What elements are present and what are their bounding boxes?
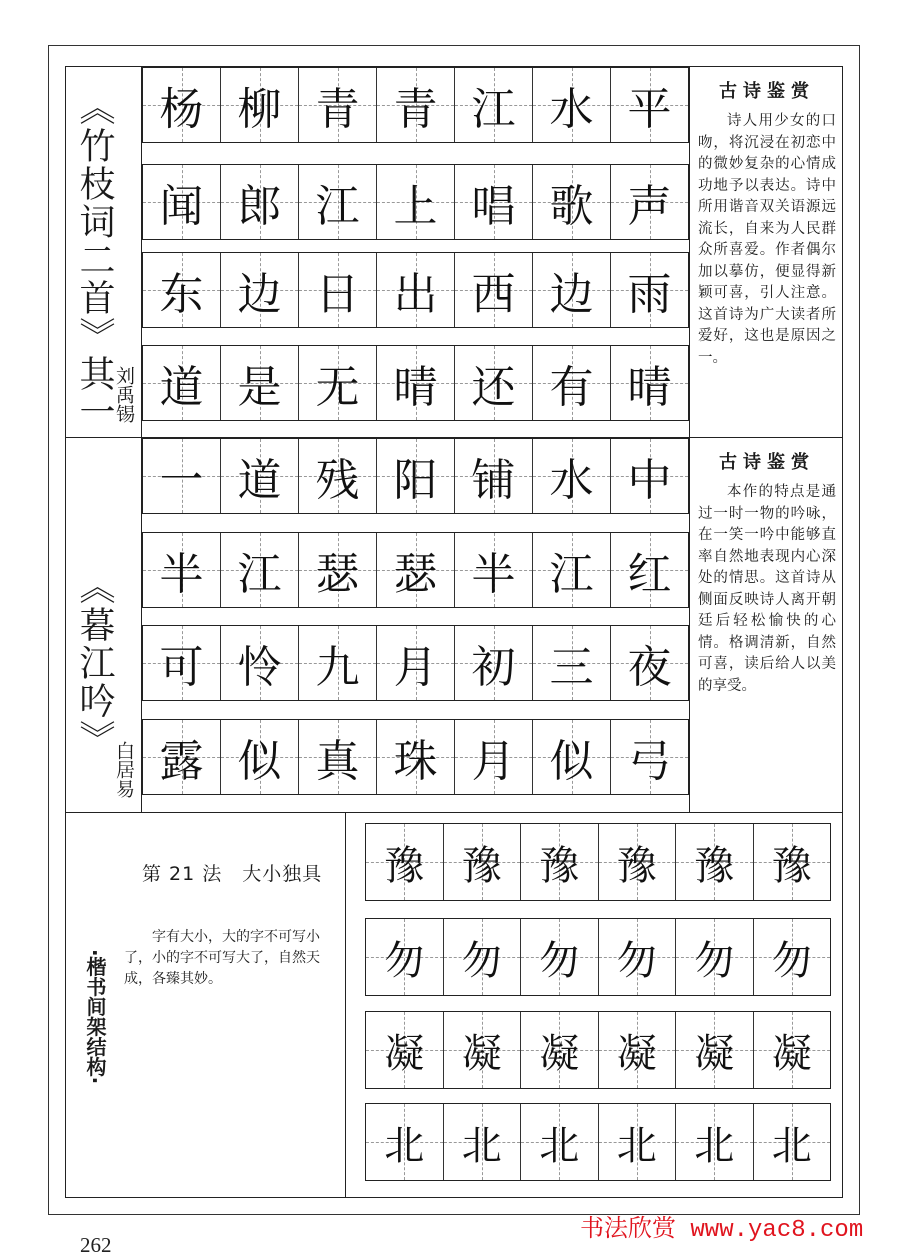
grid-cell: 瑟 [299,533,377,607]
grid-cell: 月 [377,626,455,700]
grid-cell: 上 [377,165,455,239]
grid-row [142,719,689,795]
grid-cell: 怜 [221,626,299,700]
series-label: ·楷书间架结构· [83,949,107,1085]
grid-cell: 弓 [611,720,688,794]
grid-cell: 江 [455,68,533,142]
grid-cell: 似 [533,720,611,794]
grid-cell: 道 [143,346,221,420]
practice-cell: 凝 [599,1012,677,1088]
grid-row [142,625,689,701]
grid-row [142,164,689,240]
grid-cell: 道 [221,439,299,513]
practice-cell: 北 [599,1104,677,1180]
grid-cell: 水 [533,439,611,513]
grid-row [142,532,689,608]
page-frame [65,66,843,1198]
grid-cell: 残 [299,439,377,513]
grid-cell: 半 [455,533,533,607]
grid-cell: 江 [299,165,377,239]
grid-cell: 江 [533,533,611,607]
practice-cell: 勿 [676,919,754,995]
practice-cell: 勿 [366,919,444,995]
appreciation-note [689,438,844,812]
calligraphy-grid [142,438,689,812]
practice-row [365,823,831,901]
practice-cell: 豫 [676,824,754,900]
practice-row [365,918,831,996]
practice-cell: 勿 [444,919,522,995]
grid-cell: 珠 [377,720,455,794]
watermark-link[interactable]: 书法欣赏 www.yac8.com [580,1217,864,1244]
grid-cell: 初 [455,626,533,700]
grid-cell: 晴 [611,346,688,420]
grid-cell: 声 [611,165,688,239]
practice-cell: 勿 [754,919,831,995]
grid-cell: 阳 [377,439,455,513]
grid-cell: 西 [455,253,533,327]
practice-cell: 勿 [521,919,599,995]
note-heading: 古诗鉴赏 [719,452,815,473]
grid-row [142,67,689,143]
lesson-text: 字有大小，大的字不可写小了，小的字不可写大了，自然天成，各臻其妙。 [124,929,320,987]
poem-title: 《暮江吟》 [74,568,115,758]
grid-cell: 有 [533,346,611,420]
grid-cell: 夜 [611,626,688,700]
grid-cell: 晴 [377,346,455,420]
grid-cell: 闻 [143,165,221,239]
grid-cell: 东 [143,253,221,327]
poem-title: 《竹枝词二首》其一 [74,89,115,431]
practice-cell: 凝 [676,1012,754,1088]
practice-cell: 豫 [521,824,599,900]
grid-cell: 九 [299,626,377,700]
grid-cell: 真 [299,720,377,794]
poem-section-1 [66,67,842,438]
practice-cell: 勿 [599,919,677,995]
lesson-column [66,813,346,1197]
practice-cell: 北 [444,1104,522,1180]
practice-cell: 豫 [366,824,444,900]
grid-cell: 柳 [221,68,299,142]
grid-cell: 唱 [455,165,533,239]
practice-cell: 凝 [366,1012,444,1088]
practice-cell: 凝 [754,1012,831,1088]
grid-cell: 瑟 [377,533,455,607]
practice-cell: 北 [754,1104,831,1180]
appreciation-note [689,67,844,437]
practice-cell: 豫 [444,824,522,900]
poem-author: 白居易 [113,741,135,798]
grid-cell: 铺 [455,439,533,513]
practice-cell: 北 [366,1104,444,1180]
grid-cell: 雨 [611,253,688,327]
poem-title-column [66,67,142,437]
grid-cell: 可 [143,626,221,700]
note-body: 本作的特点是通过一时一物的吟咏，在一笑一吟中能够直率自然地表现内心深处的情思。这首诗从侧面反映诗人离开朝廷后轻松愉快的心情。格调清新，自然可喜，读后给人以美的享受。 [698,484,836,694]
calligraphy-grid [142,67,689,437]
poem-section-2 [66,438,842,813]
practice-row [365,1103,831,1181]
practice-row [365,1011,831,1089]
grid-cell: 是 [221,346,299,420]
lesson-section [66,813,842,1197]
grid-cell: 三 [533,626,611,700]
grid-cell: 中 [611,439,688,513]
grid-cell: 边 [221,253,299,327]
practice-cell: 凝 [521,1012,599,1088]
note-heading: 古诗鉴赏 [719,81,815,102]
grid-cell: 江 [221,533,299,607]
grid-cell: 似 [221,720,299,794]
practice-cell: 豫 [599,824,677,900]
grid-cell: 半 [143,533,221,607]
grid-cell: 露 [143,720,221,794]
note-body: 诗人用少女的口吻，将沉浸在初恋中的微妙复杂的心情成功地予以表达。诗中所用谐音双关语源远流长，自来为人民群众所喜爱。作者偶尔加以摹仿，便显得新颖可喜，引人注意。这首诗为广大读者所爱好，这也是原因之一。 [698,113,836,366]
practice-grid [365,813,831,1197]
grid-cell: 青 [377,68,455,142]
grid-cell: 青 [299,68,377,142]
grid-cell: 一 [143,439,221,513]
practice-cell: 凝 [444,1012,522,1088]
grid-row [142,252,689,328]
poem-title-column [66,438,142,812]
grid-cell: 日 [299,253,377,327]
practice-cell: 豫 [754,824,831,900]
practice-cell: 北 [521,1104,599,1180]
grid-cell: 边 [533,253,611,327]
grid-cell: 水 [533,68,611,142]
grid-cell: 月 [455,720,533,794]
lesson-title: 第 21 法 大小独具 [142,863,323,885]
grid-cell: 郎 [221,165,299,239]
grid-row [142,345,689,421]
grid-cell: 杨 [143,68,221,142]
poem-author: 刘禹锡 [113,366,135,423]
grid-cell: 歌 [533,165,611,239]
grid-row [142,438,689,514]
practice-cell: 北 [676,1104,754,1180]
grid-cell: 平 [611,68,688,142]
grid-cell: 红 [611,533,688,607]
grid-cell: 还 [455,346,533,420]
grid-cell: 出 [377,253,455,327]
page-number: 262 [80,1233,112,1257]
grid-cell: 无 [299,346,377,420]
